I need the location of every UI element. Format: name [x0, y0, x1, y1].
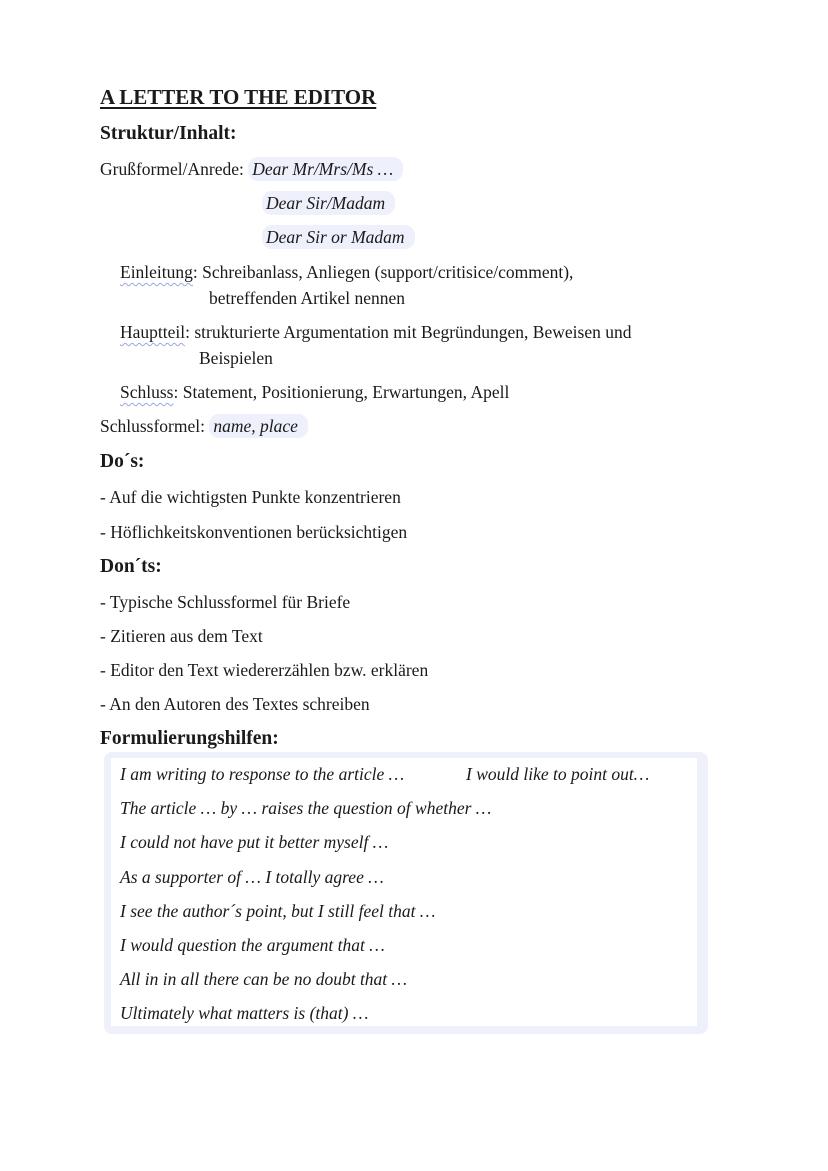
einleitung-row: [120, 261, 573, 283]
hauptteil-row: [120, 321, 631, 343]
structure-heading: Struktur/Inhalt:: [100, 123, 237, 144]
phrase-item: As a supporter of … I totally agree …: [120, 867, 384, 887]
phrase-item: Ultimately what matters is (that) …: [120, 1003, 369, 1023]
list-item: - Typische Schlussformel für Briefe: [100, 592, 351, 612]
list-item: - Editor den Text wiedererzählen bzw. erklären: [100, 660, 429, 680]
greeting-label: Grußformel/Anrede:: [100, 159, 244, 179]
greeting-row: [262, 226, 415, 248]
list-item: - An den Autoren des Textes schreiben: [100, 694, 370, 714]
greeting-row: [262, 192, 395, 214]
greeting-row: [100, 158, 403, 180]
einleitung-text-cont: betreffenden Artikel nennen: [209, 288, 405, 308]
closing-label: Schlussformel:: [100, 416, 205, 436]
page-title: A LETTER TO THE EDITOR: [100, 85, 377, 109]
list-item: - Zitieren aus dem Text: [100, 626, 263, 646]
closing-row: [100, 415, 308, 437]
list-item: - Höflichkeitskonventionen berücksichtigen: [100, 522, 408, 542]
dos-heading: Do´s:: [100, 451, 145, 472]
einleitung-term: Einleitung: [120, 262, 193, 282]
donts-heading: Don´ts:: [100, 556, 162, 577]
greeting-option: Dear Sir/Madam: [262, 191, 395, 215]
schluss-term: Schluss: [120, 382, 174, 402]
phrase-item: I could not have put it better myself …: [120, 832, 389, 852]
hauptteil-text-cont: Beispielen: [199, 348, 273, 368]
schluss-text: : Statement, Positionierung, Erwartungen, Apell: [173, 382, 510, 402]
phrase-item: I am writing to response to the article …: [120, 764, 405, 784]
phrase-item: All in in all there can be no doubt that …: [120, 969, 408, 989]
phrases-heading: Formulierungshilfen:: [100, 728, 279, 749]
phrase-item: I see the author´s point, but I still feel that …: [120, 901, 436, 921]
phrase-item: I would question the argument that …: [120, 935, 385, 955]
hauptteil-term: Hauptteil: [120, 322, 186, 342]
hauptteil-text: : strukturierte Argumentation mit Begründungen, Beweisen und: [185, 322, 632, 342]
list-item: - Auf die wichtigsten Punkte konzentrieren: [100, 487, 401, 507]
greeting-option: Dear Sir or Madam: [262, 225, 415, 249]
phrase-item: The article … by … raises the question of whether …: [120, 798, 492, 818]
greeting-option: Dear Mr/Mrs/Ms …: [248, 157, 403, 181]
einleitung-text: : Schreibanlass, Anliegen (support/critisice/comment),: [192, 262, 574, 282]
schluss-row: [120, 381, 509, 403]
closing-value: name, place: [209, 414, 308, 438]
phrase-item: I would like to point out…: [466, 764, 650, 784]
